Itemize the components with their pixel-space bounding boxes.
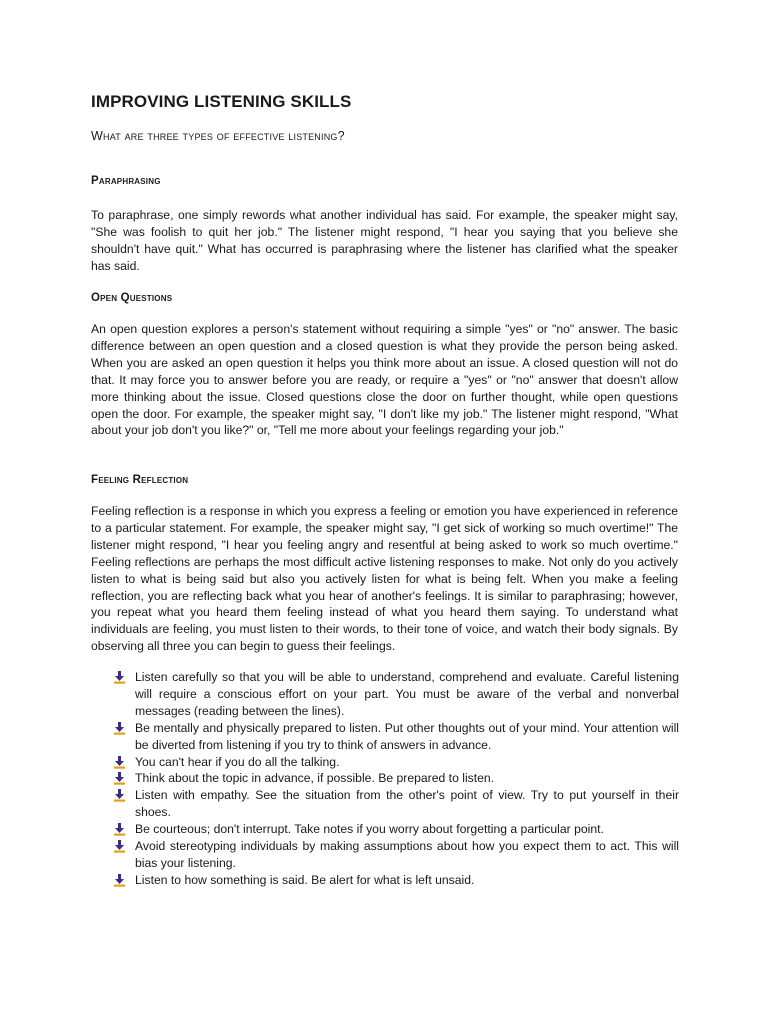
list-item-text: Avoid stereotyping individuals by making assumptions about how you expect them to act. This will bias your listening. <box>135 839 679 870</box>
list-item <box>113 787 679 821</box>
section-heading-paraphrasing: Paraphrasing <box>91 175 161 187</box>
list-item-text: Listen carefully so that you will be able to understand, comprehend and evaluate. Careful listening will require a conscious effort on your part. You must be aware of the verbal and nonverbal messages (reading between the lines). <box>135 670 679 718</box>
list-item <box>113 770 679 787</box>
list-item-text: Be courteous; don't interrupt. Take notes if you worry about forgetting a particular point. <box>135 822 604 837</box>
section-body-paraphrasing: To paraphrase, one simply rewords what another individual has said. For example, the speaker might say, "She was foolish to quit her job." The listener might respond, "I hear you saying that you believe she shouldn't have quit." What has occurred is paraphrasing where the listener has clarified what the speaker has said. <box>91 208 678 273</box>
list-item <box>113 838 679 872</box>
section-heading-feeling-reflection: Feeling Reflection <box>91 474 189 486</box>
list-item <box>113 669 679 720</box>
pushpin-arrow-icon <box>113 789 126 802</box>
list-item-text: Listen with empathy. See the situation from the other's point of view. Try to put yourself in their shoes. <box>135 788 679 820</box>
list-item <box>113 872 679 889</box>
page-subtitle: What are three types of effective listening? <box>91 129 345 143</box>
pushpin-arrow-icon <box>113 722 126 735</box>
list-item <box>113 821 679 838</box>
listening-tips-list <box>113 669 679 889</box>
page-title: IMPROVING LISTENING SKILLS <box>91 92 352 111</box>
pushpin-arrow-icon <box>113 823 126 836</box>
list-item-text: You can't hear if you do all the talking. <box>135 754 340 769</box>
list-item-text: Be mentally and physically prepared to listen. Put other thoughts out of your mind. Your attention will be diverted from listening if you try to think of answers in advance. <box>135 720 679 752</box>
section-heading-open-questions: Open Questions <box>91 292 173 304</box>
pushpin-arrow-icon <box>113 874 126 887</box>
pushpin-arrow-icon <box>113 840 126 853</box>
pushpin-arrow-icon <box>113 671 126 684</box>
pushpin-arrow-icon <box>113 756 126 769</box>
pushpin-arrow-icon <box>113 772 126 785</box>
list-item-text: Think about the topic in advance, if possible. Be prepared to listen. <box>135 771 495 786</box>
list-item <box>113 754 679 771</box>
list-item <box>113 720 679 754</box>
list-item-text: Listen to how something is said. Be alert for what is left unsaid. <box>135 872 475 887</box>
section-body-open-questions: An open question explores a person's statement without requiring a simple "yes" or "no" answer. The basic difference between an open question and a closed question is what they provide the person being asked. When you are asked an open question it helps you think more about an issue. A closed question will not do that. It may force you to answer before you are ready, or require a "yes" or "no" answer that doesn't allow more thinking about the issue. Closed questions close the door on further thought, while open questions open the door. For example, the speaker might say, "I don't like my job." The listener might respond, "What about your job don't you like?" or, "Tell me more about your feelings regarding your job." <box>91 322 678 438</box>
section-body-feeling-reflection: Feeling reflection is a response in which you express a feeling or emotion you have experienced in reference to a particular statement. For example, the speaker might say, "I get sick of working so much overtime!" The listener might respond, "I hear you feeling angry and resentful at being asked to work so much overtime." Feeling reflections are perhaps the most difficult active listening responses to make. Not only do you actively listen to what is being said but also you actively listen for what is being felt. When you make a feeling reflection, you are reflecting back what you hear of another's feelings. It is similar to paraphrasing; however, you repeat what you heard them feeling instead of what you heard them saying. To understand what individuals are feeling, you must listen to their words, to their tone of voice, and watch their body signals. By observing all three you can begin to guess their feelings. <box>91 504 678 654</box>
